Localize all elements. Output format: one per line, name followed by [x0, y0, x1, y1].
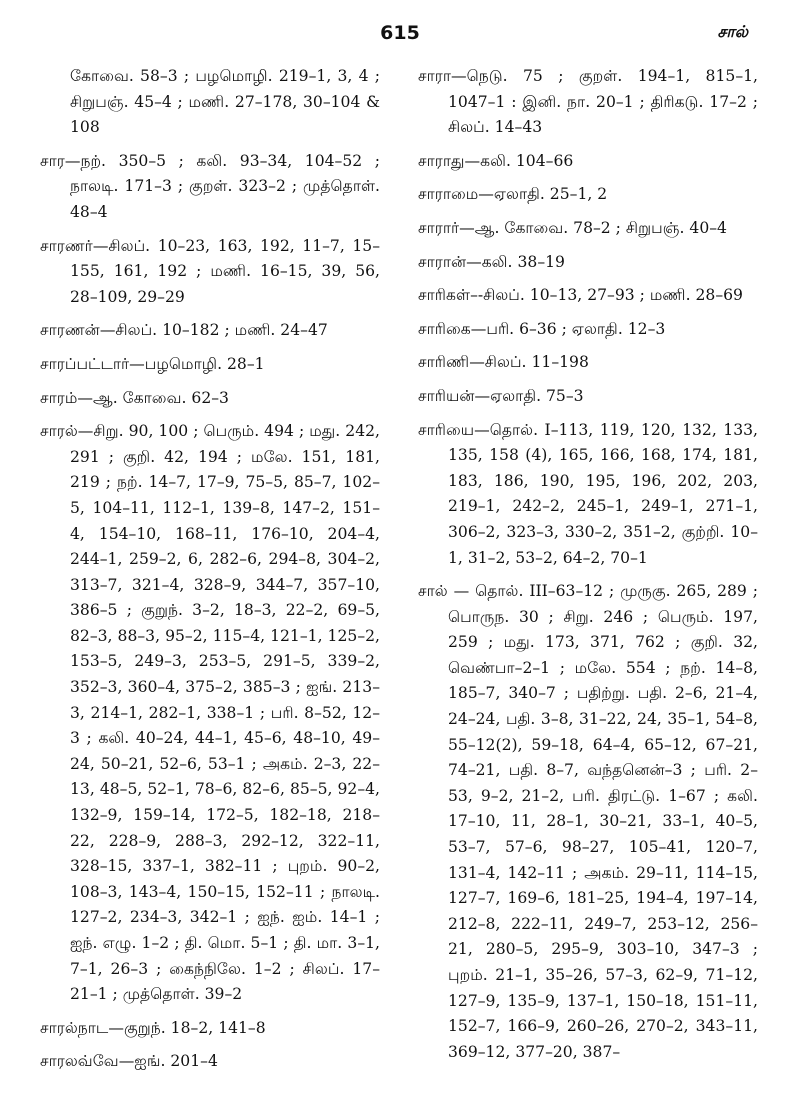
entry-headword: சாராமை — [418, 185, 479, 204]
entry-headword: சாரப்பட்டார் — [40, 354, 130, 373]
index-entry — [418, 283, 758, 309]
entry-headword: சாரலவ்வே — [40, 1052, 119, 1071]
index-entry — [40, 352, 380, 378]
left-column — [40, 64, 380, 1083]
index-entry — [418, 64, 758, 141]
entry-headword: சாரணன் — [40, 321, 100, 340]
index-entry — [40, 64, 380, 141]
entry-references: —சிலப். 11–198 — [469, 353, 589, 372]
index-entry — [418, 250, 758, 276]
running-head: சால் — [717, 22, 748, 41]
entry-references: —பரி. 6–36 ; ஏலாதி. 12–3 — [470, 319, 666, 338]
page-number: 615 — [380, 22, 420, 44]
entry-headword: சாரியன் — [418, 386, 475, 405]
index-entry — [40, 318, 380, 344]
index-entry — [40, 234, 380, 311]
index-entry — [40, 149, 380, 226]
index-entry — [418, 579, 758, 1065]
entry-headword: சாரல்நாட — [40, 1018, 109, 1037]
entry-references: —குறுந். 18–2, 141–8 — [108, 1018, 266, 1037]
entry-references: —பழமொழி. 28–1 — [129, 354, 265, 373]
index-entry — [418, 149, 758, 175]
entry-references: —ஏலாதி. 25–1, 2 — [478, 185, 608, 204]
entry-references: –-சிலப். 10–13, 27–93 ; மணி. 28–69 — [470, 286, 743, 305]
index-entry — [40, 419, 380, 1008]
index-entry — [40, 386, 380, 412]
entry-headword: சாராது — [418, 151, 465, 170]
entry-references: —கலி. 38–19 — [466, 252, 565, 271]
entry-headword: சாரான் — [418, 252, 467, 271]
entry-headword: சாரல் — [40, 422, 78, 441]
index-entry — [40, 1049, 380, 1075]
entry-headword: சாரிகை — [418, 319, 471, 338]
entry-references: கோவை. 58–3 ; பழமொழி. 219–1, 3, 4 ; சிறுபஞ். 45–4 ; மணி. 27–178, 30–104 & 108 — [70, 67, 380, 137]
entry-references: —நெடு. 75 ; குறள். 194–1, 815–1, 1047–1 : இனி. நா. 20–1 ; திரிகடு. 17–2 ; சிலப். 14–43 — [448, 67, 758, 137]
entry-references: —தொல். I–113, 119, 120, 132, 133, 135, 158 (4), 165, 166, 168, 174, 181, 183, 186, 190, 195, 196, 202, 203, 219–1, 242–2, 245–1, 249–1, 271–1, 306–2, 323–3, 330–2, 351–2, குற்றி. 10–1, 31–2, 53–2, 64–2, 70–1 — [448, 420, 758, 567]
entry-headword: சாரிணி — [418, 353, 470, 372]
entry-references: —சிலப். 10–182 ; மணி. 24–47 — [99, 321, 328, 340]
entry-headword: சால் — [418, 582, 448, 601]
entry-references: —ஆ. கோவை. 62–3 — [77, 388, 229, 407]
index-entry — [418, 418, 758, 572]
entry-headword: சாரியை — [418, 420, 475, 439]
entry-references: —சிறு. 90, 100 ; பெரும். 494 ; மது. 242, 291 ; குறி. 42, 194 ; மலே. 151, 181, 219 ; நற். 14–7, 17–9, 75–5, 85–7, 102–5, 104–11, 112–1, 139–8, 147–2, 151–4, 154–10, 168–11, 176–10, 204–4, 244–1, 259–2, 6, 282–6, 294–8, 304–2, 313–7, 321–4, 328–9, 344–7, 357–10, 386–5 ; குறுந். 3–2, 18–3, 22–2, 69–5, 82–3, 88–3, 95–2, 115–4, 121–1, 125–2, 153–5, 249–3, 253–5, 291–5, 339–2, 352–3, 360–4, 375–2, 385–3 ; ஐங். 213–3, 214–1, 282–1, 338–1 ; பரி. 8–52, 12–3 ; கலி. 40–24, 44–1, 45–6, 48–10, 49–24, 50–21, 52–6, 53–1 ; அகம். 2–3, 22–13, 48–5, 52–1, 78–6, 82–6, 85–5, 92–4, 132–9, 159–14, 172–5, 182–18, 218–22, 228–9, 288–3, 292–12, 322–11, 328–15, 337–1, 382–11 ; புறம். 90–2, 108–3, 143–4, 150–15, 152–11 ; நாலடி. 127–2, 234–3, 342–1 ; ஐந். ஐம். 14–1 ; ஐந். எழு. 1–2 ; தி. மொ. 5–1 ; தி. மா. 3–1, 7–1, 26–3 ; கைந்நிலே. 1–2 ; சிலப். 17–21–1 ; முத்தொள். 39–2 — [70, 422, 380, 1004]
entry-references: —ஐங். 201–4 — [118, 1052, 218, 1071]
entry-headword: சாரணர் — [40, 236, 93, 255]
index-entry — [418, 350, 758, 376]
entry-headword: சாரம் — [40, 388, 78, 407]
entry-references: —ஏலாதி. 75–3 — [474, 386, 584, 405]
index-entry — [418, 216, 758, 242]
entry-references: — தொல். III–63–12 ; முருகு. 265, 289 ; பொருந. 30 ; சிறு. 246 ; பெரும். 197, 259 ; மது. 173, 371, 762 ; குறி. 32, வெண்பா–2–1 ; மலே. 554 ; நற். 14–8, 185–7, 340–7 ; பதிற்று. பதி. 2–6, 21–4, 24–24, பதி. 3–8, 31–22, 24, 35–1, 54–8, 55–12(2), 59–18, 64–4, 65–12, 67–21, 74–21, பதி. 8–7, வந்தனென்–3 ; பரி. 2–53, 9–2, 21–2, பரி. திரட்டு. 1–67 ; கலி. 17–10, 11, 28–1, 30–21, 33–1, 40–5, 53–7, 57–6, 98–27, 105–41, 120–7, 131–4, 142–11 ; அகம். 29–11, 114–15, 127–7, 169–6, 181–25, 194–4, 197–14, 212–8, 222–11, 249–7, 253–12, 256–21, 280–5, 295–9, 303–10, 347–3 ; புறம். 21–1, 35–26, 57–3, 62–9, 71–12, 127–9, 135–9, 137–1, 150–18, 151–11, 152–7, 166–9, 260–26, 270–2, 343–11, 369–12, 377–20, 387– — [447, 582, 758, 1061]
entry-headword: சார — [40, 151, 65, 170]
entry-headword: சாரா — [418, 67, 451, 85]
entry-headword: சாரிகள் — [418, 286, 471, 305]
entry-references: —கலி. 104–66 — [464, 151, 574, 170]
entry-references: —நற். 350–5 ; கலி. 93–34, 104–52 ; நாலடி. 171–3 ; குறள். 323–2 ; முத்தொள். 48–4 — [64, 151, 380, 221]
entry-references: —ஆ. கோவை. 78–2 ; சிறுபஞ். 40–4 — [459, 218, 727, 237]
index-entry — [418, 384, 758, 410]
index-entry — [40, 1016, 380, 1042]
index-entry — [418, 182, 758, 208]
right-column — [418, 64, 758, 1073]
entry-headword: சாரார் — [418, 218, 460, 237]
index-entry — [418, 317, 758, 343]
entry-references: —சிலப். 10–23, 163, 192, 11–7, 15–155, 161, 192 ; மணி. 16–15, 39, 56, 28–109, 29–29 — [70, 236, 380, 306]
